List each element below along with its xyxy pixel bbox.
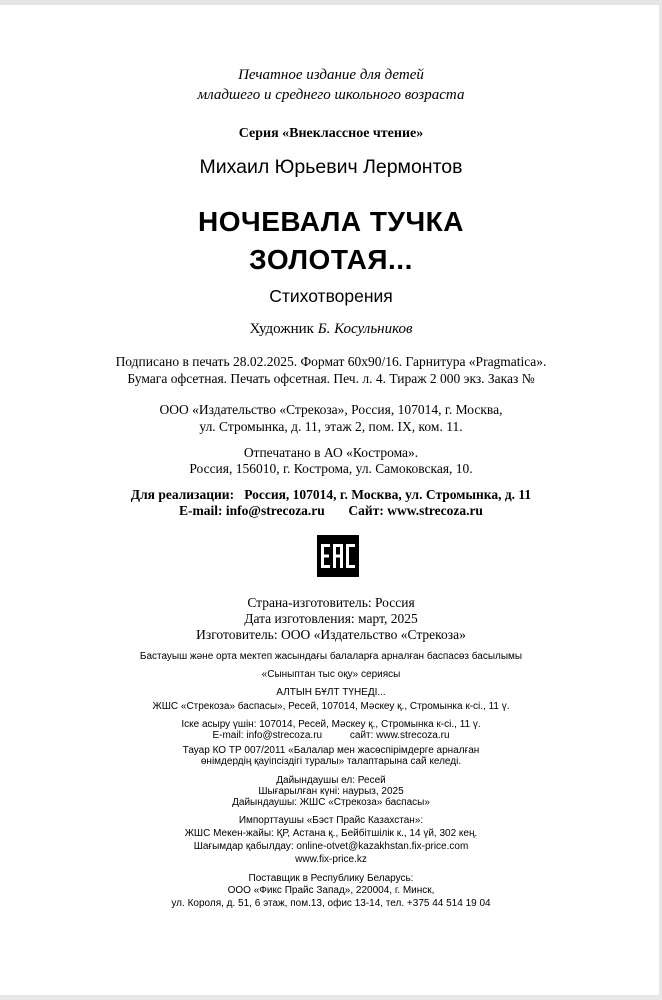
kz-regulation-line-2: өнімдердің қауіпсіздігі туралы» талаптарына сай келеді. bbox=[200, 756, 462, 767]
author-name: Михаил Юрьевич Лермонтов bbox=[199, 156, 463, 178]
kz-implementation-line-1: Іске асыру үшін: 107014, Ресей, Мәскеу қ., Стромынка к-сі., 11 ү. bbox=[181, 719, 481, 730]
book-subtitle: Стихотворения bbox=[269, 286, 393, 306]
kz-intro: Бастауыш және орта мектеп жасындағы балаларға арналған баспасөз басылымы bbox=[139, 651, 523, 662]
manufacturer-date: Дата изготовления: март, 2025 bbox=[244, 611, 418, 626]
page-edge-top bbox=[0, 0, 662, 5]
by-supplier-line-2: ООО «Фикс Прайс Запад», 220004, г. Минск, bbox=[227, 885, 435, 896]
manufacturer-name: Изготовитель: ООО «Издательство «Стрекоза» bbox=[196, 627, 466, 642]
publisher-line-1: ООО «Издательство «Стрекоза», Россия, 107014, г. Москва, bbox=[159, 402, 503, 417]
printed-at-line-1: Отпечатано в АО «Кострома». bbox=[243, 445, 419, 460]
book-title-line-2: ЗОЛОТАЯ... bbox=[249, 244, 413, 275]
by-supplier-line-3: ул. Короля, д. 51, 6 этаж, пом.13, офис 13-14, тел. +375 44 514 19 04 bbox=[171, 898, 491, 909]
kz-implementation-line-2: E-mail: info@strecoza.ru сайт: www.strecoza.ru bbox=[212, 730, 450, 741]
kz-complaints: Шағымдар қабылдау: online-otvet@kazakhstan.fix-price.com bbox=[193, 841, 469, 852]
by-supplier-line-1: Поставщик в Республику Беларусь: bbox=[248, 873, 414, 884]
eac-conformity-mark bbox=[317, 535, 359, 577]
audience-line-2: младшего и среднего школьного возраста bbox=[197, 87, 465, 103]
page-edge-bottom bbox=[0, 995, 662, 1000]
kz-maker: Дайындаушы: ЖШС «Стрекоза» баспасы» bbox=[232, 797, 430, 808]
kz-series: «Сыныптан тыс оқу» сериясы bbox=[261, 669, 401, 680]
kz-site: www.fix-price.kz bbox=[295, 854, 367, 865]
kz-country: Дайындаушы ел: Ресей bbox=[276, 775, 386, 786]
kz-date: Шығарылған күні: наурыз, 2025 bbox=[258, 786, 404, 797]
kz-title: АЛТЫН БҰЛТ ТҮНЕДІ... bbox=[276, 687, 386, 698]
kz-regulation-line-1: Тауар КО ТР 007/2011 «Балалар мен жасөспірімдерге арналған bbox=[182, 745, 480, 756]
kz-address: ЖШС Мекен-жайы: ҚР, Астана қ., Бейбітшілік к., 14 үй, 302 кең. bbox=[184, 828, 478, 839]
series-label: Серия «Внеклассное чтение» bbox=[238, 126, 424, 141]
manufacturer-country: Страна-изготовитель: Россия bbox=[247, 595, 415, 610]
audience-line-1: Печатное издание для детей bbox=[238, 67, 424, 83]
illustrator-label: Художник bbox=[249, 321, 314, 337]
printed-at-line-2: Россия, 156010, г. Кострома, ул. Самоковская, 10. bbox=[189, 461, 473, 476]
print-info-line-1: Подписано в печать 28.02.2025. Формат 60х90/16. Гарнитура «Pragmatica». bbox=[115, 354, 547, 369]
print-info-line-2: Бумага офсетная. Печать офсетная. Печ. л. 4. Тираж 2 000 экз. Заказ № bbox=[127, 371, 535, 386]
kz-importer: Импорттаушы «Бэст Прайс Казахстан»: bbox=[238, 815, 424, 826]
sales-line-2: E-mail: info@strecoza.ru Сайт: www.strecoza.ru bbox=[179, 503, 483, 518]
illustrator-name: Б. Косульников bbox=[317, 321, 413, 337]
book-title-line-1: НОЧЕВАЛА ТУЧКА bbox=[198, 206, 464, 237]
illustrator-credit bbox=[0, 322, 662, 337]
kz-publisher: ЖШС «Стрекоза» баспасы», Ресей, 107014, Мәскеу қ., Стромынка к-сі., 11 ү. bbox=[152, 701, 510, 712]
sales-line-1: Для реализации: Россия, 107014, г. Москва, ул. Стромынка, д. 11 bbox=[130, 487, 532, 502]
publisher-line-2: ул. Стромынка, д. 11, этаж 2, пом. IX, ком. 11. bbox=[199, 419, 463, 434]
